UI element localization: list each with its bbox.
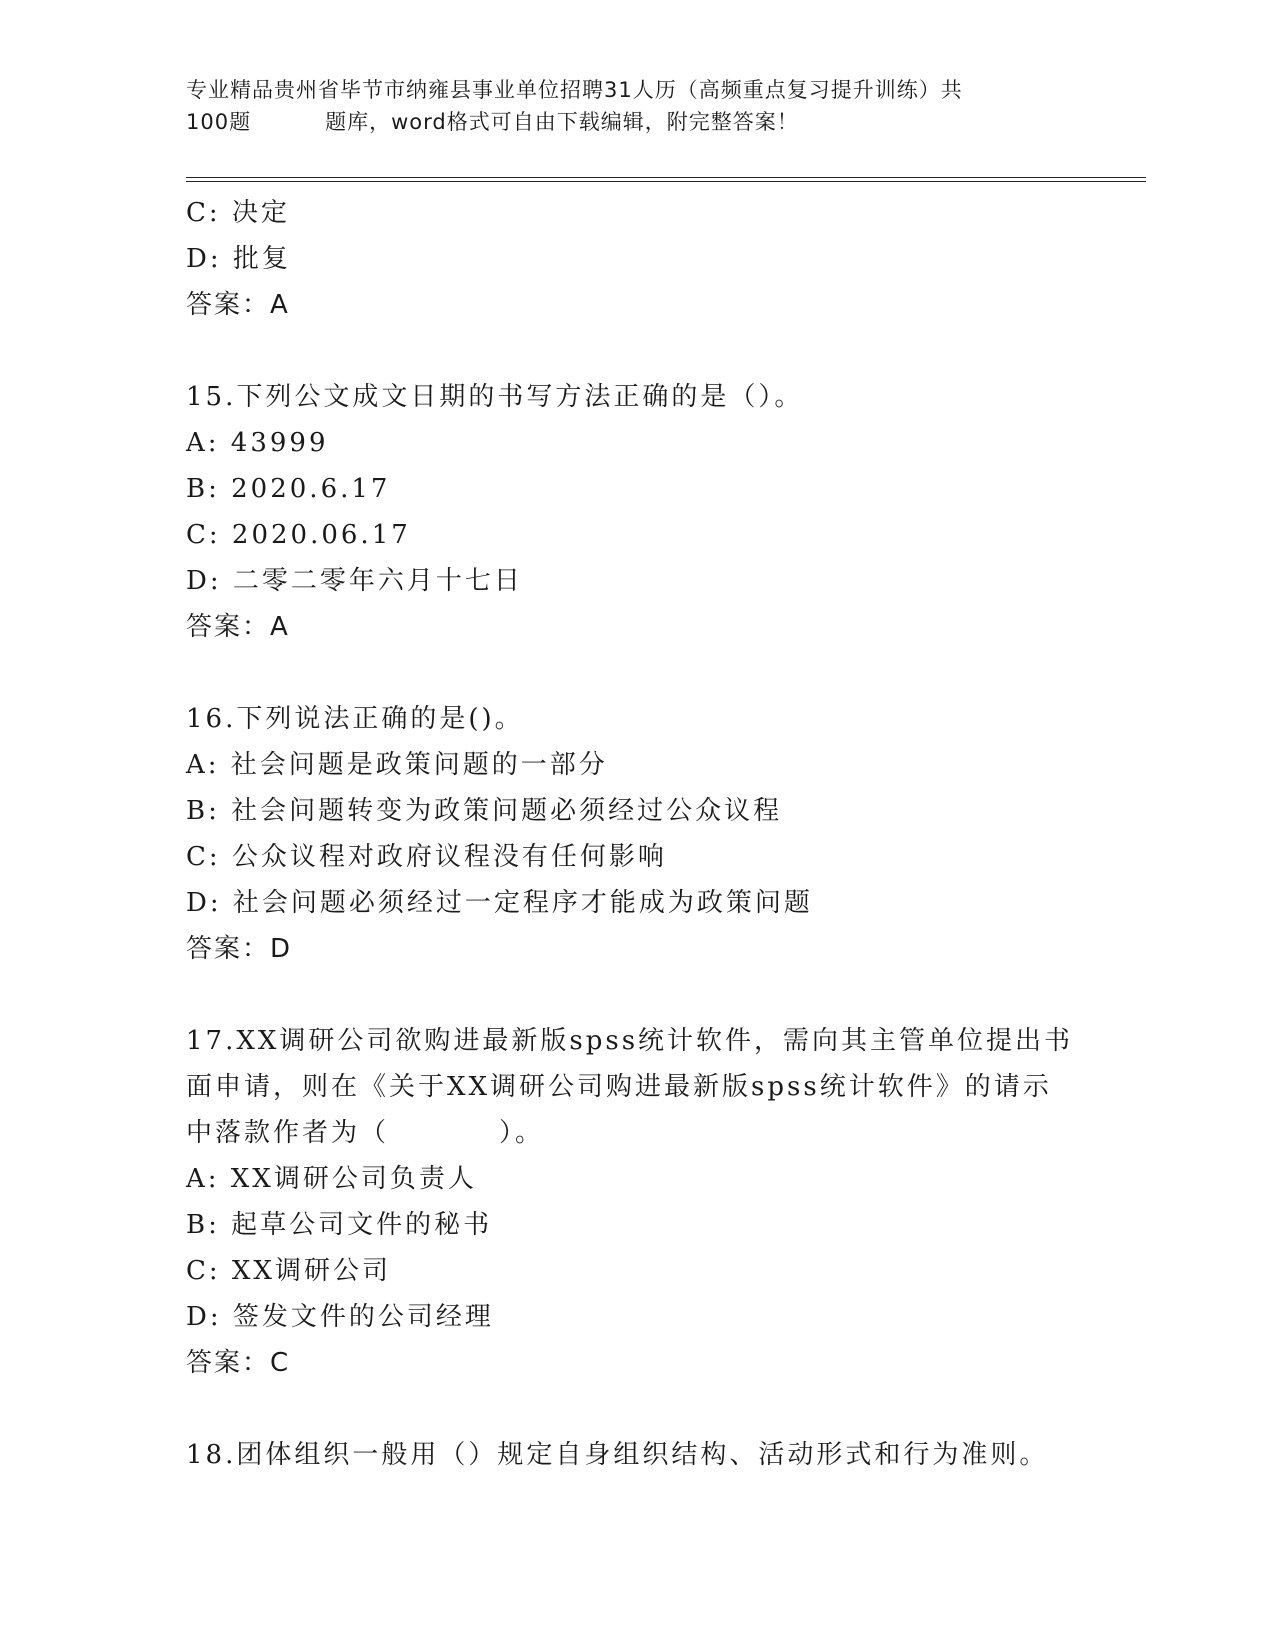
question-stem: 16.下列说法正确的是()。 <box>186 704 524 734</box>
answer: 答案：A <box>186 290 290 320</box>
question-stem-line-1: 17.XX调研公司欲购进最新版spss统计软件，需向其主管单位提出书 <box>186 1026 1074 1056</box>
option-b: B: 社会问题转变为政策问题必须经过公众议程 <box>186 796 783 826</box>
question-16 <box>186 696 1066 972</box>
option-d: D: 社会问题必须经过一定程序才能成为政策问题 <box>186 888 813 918</box>
option-a: A: XX调研公司负责人 <box>186 1164 477 1194</box>
header-question-count: 100题 <box>186 110 252 134</box>
option-d: D: 签发文件的公司经理 <box>186 1302 494 1332</box>
document-header <box>186 74 1086 138</box>
question-15 <box>186 374 1066 650</box>
option-c: C: XX调研公司 <box>186 1256 391 1286</box>
option-c: C: 公众议程对政府议程没有任何影响 <box>186 842 667 872</box>
header-divider-top <box>186 177 1146 178</box>
answer: 答案：A <box>186 612 290 642</box>
header-divider-bottom <box>186 181 1146 182</box>
option-b: B: 2020.6.17 <box>186 474 391 504</box>
answer: 答案：C <box>186 1348 291 1378</box>
question-18 <box>186 1432 1066 1478</box>
question-stem-line-3 <box>186 1110 1066 1156</box>
stem-before-blank: 中落款作者为（ <box>186 1118 390 1148</box>
answer: 答案：D <box>186 934 293 964</box>
option-a: A: 社会问题是政策问题的一部分 <box>186 750 608 780</box>
header-title-line-2 <box>186 106 1086 138</box>
question-stem: 15.下列公文成文日期的书写方法正确的是（）。 <box>186 382 804 412</box>
option-d: D: 二零二零年六月十七日 <box>186 566 523 596</box>
question-fragment <box>186 190 1066 328</box>
stem-after-blank: ）。 <box>499 1118 545 1148</box>
question-17 <box>186 1018 1074 1386</box>
option-c: C: 2020.06.17 <box>186 520 411 550</box>
option-c: C: 决定 <box>186 198 290 228</box>
question-stem-line-2: 面申请，则在《关于XX调研公司购进最新版spss统计软件》的请示 <box>186 1072 1052 1102</box>
question-list <box>186 190 1074 1478</box>
question-stem: 18.团体组织一般用（）规定自身组织结构、活动形式和行为准则。 <box>186 1440 1049 1470</box>
header-subtitle: 题库，word格式可自由下载编辑，附完整答案！ <box>325 110 799 134</box>
header-title-line-1: 专业精品贵州省毕节市纳雍县事业单位招聘31人历（高频重点复习提升训练）共 <box>186 78 963 102</box>
option-a: A: 43999 <box>186 428 329 458</box>
option-d: D: 批复 <box>186 244 291 274</box>
option-b: B: 起草公司文件的秘书 <box>186 1210 493 1240</box>
